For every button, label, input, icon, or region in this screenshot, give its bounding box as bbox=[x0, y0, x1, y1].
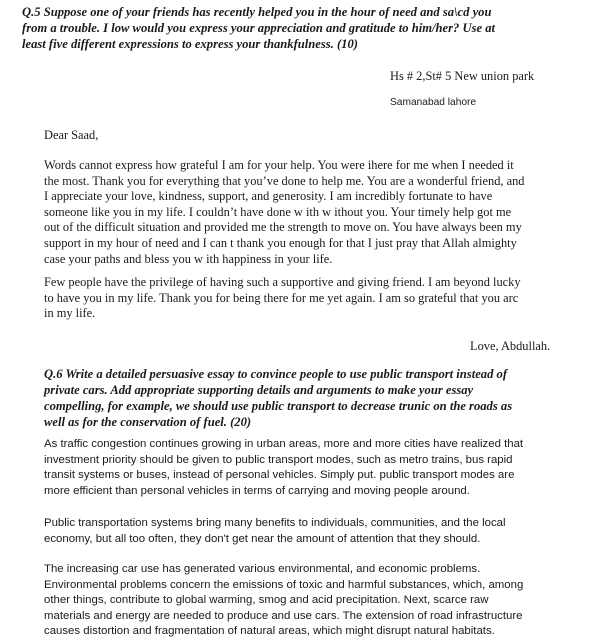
text-line: causes distortion and fragmentation of natural areas, which might disrupt natural habitats. bbox=[44, 625, 495, 638]
letter-paragraph-2 bbox=[44, 275, 574, 322]
letter-salutation: Dear Saad, bbox=[44, 128, 99, 142]
q5-heading-line: from a trouble. I low would you express your appreciation and gratitude to him/her? Use at bbox=[22, 21, 496, 35]
text-line: in my life. bbox=[44, 306, 96, 321]
essay-paragraph-3 bbox=[44, 562, 574, 640]
address-line-1: Hs # 2,St# 5 New union park bbox=[390, 69, 535, 83]
q6-heading-line: Q.6 Write a detailed persuasive essay to convince people to use public transport instead of bbox=[44, 367, 508, 381]
essay-paragraph-2 bbox=[44, 516, 574, 547]
text-line: Public transportation systems bring many benefits to individuals, communities, and the local bbox=[44, 517, 506, 529]
text-line: transit systems or buses, instead of personal vehicles. Simply put. public transport modes are bbox=[44, 469, 515, 482]
text-line: other things, contribute to global warming, smog and acid precipitation. Next, scarce raw bbox=[44, 594, 489, 607]
text-line: materials and energy are needed to produce and use cars. The extension of road infrastructure bbox=[44, 609, 523, 622]
text-line: Words cannot express how grateful I am for your help. You were ihere for me when I needed it bbox=[44, 158, 514, 172]
q6-heading-line: private cars. Add appropriate supporting details and arguments to make your essay bbox=[44, 383, 474, 397]
text-line: investment priority should be given to public transport modes, such as metro trains, bus rapid bbox=[44, 453, 513, 466]
address-line-2: Samanabad lahore bbox=[390, 97, 477, 108]
q5-heading-line: least five different expressions to express your thankfulness. (10) bbox=[22, 37, 358, 51]
essay-paragraph-1 bbox=[44, 437, 574, 499]
q6-heading-line: well as for the conservation of fuel. (20) bbox=[44, 415, 252, 429]
text-line: to have you in my life. Thank you for being there for me yet again. I am so grateful that you arc bbox=[44, 290, 519, 305]
text-line: support in my hour of need and I can t thank you enough for that I just pray that Allah almighty bbox=[44, 235, 517, 250]
text-line: the most. Thank you for everything that you’ve done to help me. You are a wonderful friend, and bbox=[44, 173, 525, 188]
text-line: I appreciate your love, kindness, support, and generosity. I am incredibly fortunate to have bbox=[44, 189, 493, 204]
letter-closing: Love, Abdullah. bbox=[470, 339, 551, 353]
q5-heading bbox=[22, 4, 578, 52]
text-line: As traffic congestion continues growing in urban areas, more and more cities have realized that bbox=[44, 438, 524, 450]
text-line: The increasing car use has generated various environmental, and economic problems. bbox=[44, 563, 481, 575]
text-line: Few people have the privilege of having such a supportive and giving friend. I am beyond lucky bbox=[44, 275, 521, 289]
text-line: more efficient than personal vehicles in terms of carrying and moving people around. bbox=[44, 484, 470, 497]
text-line: Environmental problems concern the emissions of toxic and harmful substances, which, among bbox=[44, 578, 524, 591]
text-line: out of the difficult situation and provided me the strength to move on. You have always been my bbox=[44, 220, 522, 235]
q5-heading-line: Q.5 Suppose one of your friends has recently helped you in the hour of need and sa\cd you bbox=[22, 5, 492, 19]
letter-paragraph-1 bbox=[44, 158, 574, 267]
text-line: someone like you in my life. I couldn’t have done w ith w ithout you. Your timely help got me bbox=[44, 204, 512, 219]
q6-heading-line: compelling, for example, we should use public transport to decrease trunic on the roads as bbox=[44, 399, 513, 413]
q6-heading bbox=[44, 366, 580, 430]
text-line: case your paths and bless you w ith happiness in your life. bbox=[44, 251, 333, 266]
text-line: economy, but all too often, they don't get near the amount of attention that they should. bbox=[44, 532, 481, 545]
